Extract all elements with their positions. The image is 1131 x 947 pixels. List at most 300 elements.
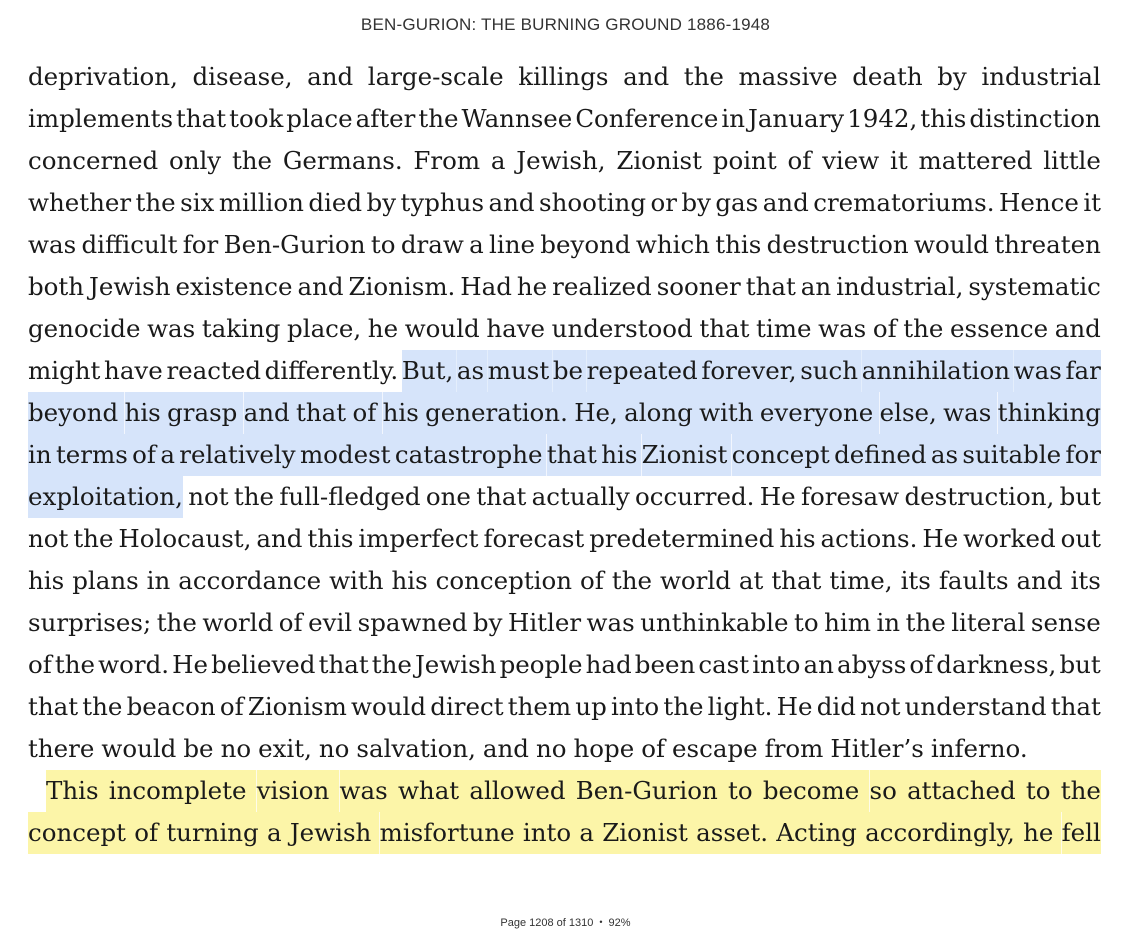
text-line[interactable] <box>28 182 1101 224</box>
word[interactable]: become <box>763 770 859 812</box>
word[interactable]: not <box>28 524 69 553</box>
word[interactable]: accordingly, <box>865 812 1015 854</box>
word[interactable]: of <box>134 812 158 854</box>
word[interactable]: an <box>803 650 834 679</box>
word[interactable]: concerned <box>28 146 159 175</box>
word[interactable]: his <box>125 392 161 434</box>
word[interactable]: was <box>943 392 991 434</box>
word[interactable]: of <box>641 734 666 763</box>
word[interactable]: was <box>586 608 635 637</box>
word[interactable]: Hitler <box>507 608 582 637</box>
word[interactable]: along <box>624 392 693 434</box>
word[interactable]: was <box>1014 350 1062 392</box>
word[interactable]: its <box>900 566 931 595</box>
word[interactable]: had <box>585 650 632 679</box>
word[interactable]: Zionist <box>616 146 702 175</box>
word[interactable]: up <box>575 692 607 721</box>
word[interactable]: industrial, <box>836 272 964 301</box>
word[interactable]: be <box>183 734 214 763</box>
word[interactable]: Zionist <box>642 434 728 476</box>
word[interactable]: place <box>286 104 353 133</box>
word[interactable]: of <box>787 146 812 175</box>
text-line[interactable] <box>28 728 1101 770</box>
word[interactable]: exploitation, <box>28 476 183 518</box>
word[interactable]: differently. <box>264 356 399 385</box>
word[interactable]: He <box>759 482 796 511</box>
word[interactable]: He <box>172 650 209 679</box>
word[interactable]: concept <box>732 434 830 476</box>
word[interactable]: the <box>135 188 176 217</box>
word[interactable]: and <box>256 524 303 553</box>
word[interactable]: shooting <box>539 188 647 217</box>
word[interactable]: six <box>180 188 215 217</box>
word[interactable]: defined <box>834 434 927 476</box>
word[interactable]: would <box>404 314 480 343</box>
word[interactable]: crematoriums. <box>813 188 995 217</box>
word[interactable]: exit, <box>258 734 312 763</box>
word[interactable]: light. <box>707 692 773 721</box>
word[interactable]: salvation, <box>356 734 476 763</box>
word[interactable]: the <box>54 650 96 679</box>
word[interactable]: suitable <box>962 434 1061 476</box>
word[interactable]: darkness, <box>936 650 1057 679</box>
word[interactable]: attached <box>907 770 1016 812</box>
word[interactable]: Ben-Gurion <box>576 770 718 812</box>
word[interactable]: and <box>297 272 344 301</box>
word[interactable]: from <box>764 734 824 763</box>
word[interactable]: took <box>229 104 284 133</box>
text-line[interactable] <box>28 434 1101 476</box>
word[interactable]: Jewish <box>414 650 497 679</box>
word[interactable]: allowed <box>469 770 565 812</box>
word[interactable]: direct <box>430 692 504 721</box>
word[interactable]: into <box>610 692 660 721</box>
word[interactable]: typhus <box>400 188 485 217</box>
word[interactable]: the <box>233 482 275 511</box>
word[interactable]: Had <box>460 272 512 301</box>
word[interactable]: of <box>132 434 156 476</box>
word[interactable]: beyond <box>28 392 118 434</box>
word[interactable]: them <box>507 692 572 721</box>
text-line[interactable] <box>28 98 1101 140</box>
word[interactable]: and <box>1054 314 1101 343</box>
word[interactable]: vision <box>257 770 330 812</box>
word[interactable]: plans <box>72 566 139 595</box>
word[interactable]: there <box>28 734 95 763</box>
word[interactable]: Ben-Gurion <box>223 230 366 259</box>
word[interactable]: would <box>101 734 177 763</box>
word[interactable]: sooner <box>656 272 741 301</box>
word[interactable]: distinction <box>969 104 1101 133</box>
word[interactable]: died <box>308 188 363 217</box>
word[interactable]: Zionism <box>247 692 347 721</box>
word[interactable]: he <box>367 314 399 343</box>
word[interactable]: to <box>1026 770 1051 812</box>
word[interactable]: of <box>219 692 244 721</box>
word[interactable]: not <box>188 482 229 511</box>
word[interactable]: his <box>601 434 637 476</box>
text-line[interactable] <box>28 812 1101 854</box>
word[interactable]: destruction, <box>904 482 1055 511</box>
text-line[interactable] <box>28 266 1101 308</box>
word[interactable]: a <box>267 812 282 854</box>
word[interactable]: imperfect <box>358 524 479 553</box>
word[interactable]: world <box>659 566 731 595</box>
word[interactable]: such <box>800 350 858 392</box>
word[interactable]: in <box>876 608 901 637</box>
word[interactable]: forever, <box>701 350 796 392</box>
word[interactable]: occurred. <box>635 482 755 511</box>
word[interactable]: the <box>73 524 114 553</box>
word[interactable]: this <box>307 524 354 553</box>
word[interactable]: was <box>28 230 77 259</box>
word[interactable]: gas <box>715 188 759 217</box>
word[interactable]: Jewish <box>89 272 171 301</box>
word[interactable]: Hence <box>998 188 1079 217</box>
word[interactable]: and <box>623 62 670 91</box>
word[interactable]: beyond <box>540 230 631 259</box>
separator-dot: • <box>599 917 603 927</box>
word[interactable]: existence <box>175 272 293 301</box>
word[interactable]: by <box>472 608 503 637</box>
word[interactable]: to <box>370 230 396 259</box>
word[interactable]: that <box>476 482 527 511</box>
word[interactable]: hope <box>573 734 635 763</box>
word[interactable]: did <box>816 692 856 721</box>
text-line[interactable] <box>28 602 1101 644</box>
word[interactable]: for <box>1065 434 1101 476</box>
word[interactable]: him <box>824 608 871 637</box>
word[interactable]: annihilation <box>862 350 1010 392</box>
word[interactable]: terms <box>56 434 128 476</box>
word[interactable]: of <box>872 314 897 343</box>
word[interactable]: concept <box>28 812 126 854</box>
word[interactable]: line <box>489 230 535 259</box>
word[interactable]: this <box>920 104 967 133</box>
word[interactable]: understand <box>904 692 1047 721</box>
word[interactable]: no <box>535 734 567 763</box>
word[interactable]: his <box>28 566 65 595</box>
text-line[interactable] <box>28 308 1101 350</box>
word[interactable]: a <box>469 230 484 259</box>
word[interactable]: accordance <box>178 566 322 595</box>
word[interactable]: must <box>488 350 549 392</box>
word[interactable]: in <box>146 566 171 595</box>
word[interactable]: a <box>490 146 506 175</box>
word[interactable]: modest <box>300 434 391 476</box>
word[interactable]: that <box>28 692 79 721</box>
word[interactable]: massive <box>738 62 838 91</box>
text-line[interactable] <box>28 350 1101 392</box>
word[interactable]: forecast <box>483 524 585 553</box>
word[interactable]: into <box>752 650 801 679</box>
word[interactable]: in <box>28 434 52 476</box>
word[interactable]: disease, <box>192 62 293 91</box>
word[interactable]: and <box>762 188 809 217</box>
word[interactable]: that <box>176 104 227 133</box>
word[interactable]: This <box>46 770 99 812</box>
word[interactable]: view <box>822 146 880 175</box>
word[interactable]: essence <box>950 314 1049 343</box>
word[interactable]: Hitler’s <box>830 734 924 763</box>
word[interactable]: what <box>398 770 459 812</box>
word[interactable]: no <box>220 734 252 763</box>
word[interactable]: literal <box>951 608 1026 637</box>
word[interactable]: genocide <box>28 314 141 343</box>
word[interactable]: cast <box>698 650 750 679</box>
page-footer <box>0 917 1131 929</box>
word[interactable]: would <box>351 692 427 721</box>
word[interactable]: far <box>1065 350 1100 392</box>
word[interactable]: repeated <box>587 350 698 392</box>
book-title-header: BEN-GURION: THE BURNING GROUND 1886-1948 <box>360 15 771 34</box>
word[interactable]: difficult <box>81 230 178 259</box>
word[interactable]: inferno. <box>930 734 1028 763</box>
word[interactable]: everyone <box>760 392 873 434</box>
word[interactable]: his <box>391 566 428 595</box>
word[interactable]: time <box>756 314 812 343</box>
word[interactable]: a <box>579 812 594 854</box>
word[interactable]: world <box>202 608 274 637</box>
word[interactable]: But, <box>402 350 453 392</box>
word[interactable]: the <box>1061 770 1101 812</box>
word[interactable]: no <box>318 734 350 763</box>
word[interactable]: Holocaust, <box>118 524 252 553</box>
word[interactable]: as <box>457 350 484 392</box>
word[interactable]: by <box>366 188 397 217</box>
text-line[interactable] <box>28 140 1101 182</box>
word[interactable]: as <box>931 434 958 476</box>
word[interactable]: by <box>681 188 711 217</box>
word[interactable]: been <box>634 650 696 679</box>
word[interactable]: the <box>611 566 652 595</box>
word[interactable]: into <box>523 812 571 854</box>
word[interactable]: destruction <box>766 230 909 259</box>
word[interactable]: industrial <box>981 62 1101 91</box>
word[interactable]: he <box>516 272 548 301</box>
word[interactable]: of <box>909 650 934 679</box>
word[interactable]: catastrophe <box>395 434 543 476</box>
word[interactable]: so <box>870 770 897 812</box>
word[interactable]: realized <box>552 272 652 301</box>
word[interactable]: faults <box>938 566 1009 595</box>
word[interactable]: sense <box>1030 608 1101 637</box>
word[interactable]: of <box>28 650 52 679</box>
word[interactable]: was <box>147 314 196 343</box>
word[interactable]: word. <box>98 650 170 679</box>
word[interactable]: 1942, <box>847 104 918 133</box>
word[interactable]: death <box>852 62 923 91</box>
text-line[interactable] <box>28 56 1101 98</box>
word[interactable]: predetermined <box>589 524 775 553</box>
word[interactable]: and <box>244 392 290 434</box>
word[interactable]: after <box>355 104 416 133</box>
word[interactable]: the <box>82 692 123 721</box>
progress-percent: 92% <box>608 917 631 929</box>
word[interactable]: to <box>728 770 753 812</box>
word[interactable]: implements <box>28 104 174 133</box>
word[interactable]: systematic <box>968 272 1101 301</box>
word[interactable]: at <box>738 566 764 595</box>
word[interactable]: little <box>1043 146 1101 175</box>
word[interactable]: of <box>278 608 303 637</box>
word[interactable]: time, <box>829 566 893 595</box>
word[interactable]: a <box>160 434 175 476</box>
word[interactable]: the <box>905 608 946 637</box>
word[interactable]: fell <box>1062 812 1101 854</box>
word[interactable]: He <box>776 692 813 721</box>
word[interactable]: reacted <box>166 356 262 385</box>
word[interactable]: turning <box>166 812 258 854</box>
word[interactable]: that <box>296 392 346 434</box>
word[interactable]: misfortune <box>380 812 515 854</box>
word[interactable]: to <box>793 608 819 637</box>
word[interactable]: unthinkable <box>640 608 789 637</box>
word[interactable]: threaten <box>994 230 1101 259</box>
word[interactable]: believed <box>211 650 316 679</box>
word[interactable]: he <box>1023 812 1053 854</box>
word[interactable]: full-fledged <box>279 482 421 511</box>
word[interactable]: Zionist <box>602 812 688 854</box>
word[interactable]: the <box>231 146 273 175</box>
word[interactable]: thinking <box>998 392 1101 434</box>
word[interactable]: his <box>779 524 816 553</box>
word[interactable]: incomplete <box>109 770 247 812</box>
word[interactable]: both <box>28 272 85 301</box>
word[interactable]: killings <box>518 62 609 91</box>
word[interactable]: its <box>1070 566 1101 595</box>
word[interactable]: foresaw <box>800 482 900 511</box>
word[interactable]: by <box>937 62 967 91</box>
word[interactable]: Jewish, <box>516 146 606 175</box>
word[interactable]: for <box>182 230 219 259</box>
word[interactable]: Conference <box>575 104 719 133</box>
word[interactable]: and <box>1016 566 1063 595</box>
word[interactable]: but <box>1059 650 1101 679</box>
word[interactable]: which <box>635 230 710 259</box>
page-indicator: Page 1208 of 1310 <box>500 917 594 929</box>
word[interactable]: it <box>1083 188 1101 217</box>
word[interactable]: surprises; <box>28 608 152 637</box>
word[interactable]: relatively <box>179 434 295 476</box>
word[interactable]: actions. <box>820 524 918 553</box>
reading-pane[interactable] <box>28 56 1101 854</box>
word[interactable]: large-scale <box>367 62 504 91</box>
word[interactable]: conception <box>435 566 573 595</box>
word[interactable]: and <box>482 734 529 763</box>
word[interactable]: was <box>340 770 388 812</box>
word[interactable]: and <box>307 62 354 91</box>
word[interactable]: Germans. <box>282 146 403 175</box>
word[interactable]: the <box>683 62 724 91</box>
text-line[interactable] <box>28 476 1101 518</box>
word[interactable]: or <box>650 188 677 217</box>
text-line[interactable] <box>28 560 1101 602</box>
word[interactable]: that <box>547 434 597 476</box>
word[interactable]: point <box>712 146 777 175</box>
word[interactable]: the <box>663 692 704 721</box>
word[interactable]: Jewish <box>290 812 371 854</box>
word[interactable]: Zionism. <box>348 272 456 301</box>
word[interactable]: his <box>383 392 419 434</box>
word[interactable]: deprivation, <box>28 62 178 91</box>
word[interactable]: Wannsee <box>461 104 573 133</box>
text-line[interactable] <box>28 518 1101 560</box>
word[interactable]: whether <box>28 188 132 217</box>
word[interactable]: Acting <box>776 812 857 854</box>
word[interactable]: not <box>860 692 901 721</box>
text-line[interactable] <box>28 644 1101 686</box>
word[interactable]: January <box>748 104 845 133</box>
word[interactable]: out <box>1060 524 1101 553</box>
word[interactable]: have <box>486 314 546 343</box>
word[interactable]: the <box>418 104 459 133</box>
word[interactable]: this <box>715 230 762 259</box>
word[interactable]: From <box>413 146 481 175</box>
word[interactable]: would <box>913 230 989 259</box>
word[interactable]: with <box>699 392 753 434</box>
word[interactable]: the <box>371 650 412 679</box>
word[interactable]: mattered <box>918 146 1033 175</box>
word[interactable]: actually <box>531 482 630 511</box>
word[interactable]: be <box>553 350 583 392</box>
word[interactable]: beacon <box>126 692 216 721</box>
word[interactable]: and <box>488 188 535 217</box>
text-line[interactable] <box>28 392 1101 434</box>
word[interactable]: with <box>329 566 384 595</box>
word[interactable]: million <box>218 188 304 217</box>
word[interactable]: else, <box>880 392 937 434</box>
word[interactable]: have <box>104 356 163 385</box>
word[interactable]: asset. <box>696 812 768 854</box>
word[interactable]: in <box>721 104 745 133</box>
text-line[interactable] <box>28 224 1101 266</box>
word[interactable]: people <box>499 650 583 679</box>
word[interactable]: the <box>903 314 944 343</box>
word[interactable]: an <box>800 272 832 301</box>
word[interactable]: that <box>1050 692 1101 721</box>
word[interactable]: was <box>818 314 867 343</box>
word[interactable]: abyss <box>836 650 907 679</box>
word[interactable]: might <box>28 356 101 385</box>
word[interactable]: spawned <box>357 608 468 637</box>
word[interactable]: understood <box>551 314 693 343</box>
word[interactable]: escape <box>672 734 758 763</box>
word[interactable]: draw <box>400 230 464 259</box>
text-line[interactable] <box>28 686 1101 728</box>
word[interactable]: only <box>168 146 222 175</box>
word[interactable]: that <box>699 314 750 343</box>
word[interactable]: taking <box>201 314 281 343</box>
word[interactable]: of <box>352 392 376 434</box>
word[interactable]: He, <box>574 392 618 434</box>
word[interactable]: He <box>922 524 959 553</box>
text-line[interactable] <box>28 770 1101 812</box>
word[interactable]: place, <box>287 314 362 343</box>
word[interactable]: that <box>771 566 822 595</box>
word[interactable]: one <box>425 482 471 511</box>
word[interactable]: generation. <box>425 392 568 434</box>
word[interactable]: worked <box>963 524 1056 553</box>
word[interactable]: it <box>890 146 908 175</box>
word[interactable]: that <box>318 650 369 679</box>
word[interactable]: that <box>745 272 796 301</box>
word[interactable]: but <box>1059 482 1101 511</box>
word[interactable]: the <box>156 608 197 637</box>
word[interactable]: of <box>580 566 604 595</box>
word[interactable]: grasp <box>167 392 237 434</box>
word[interactable]: evil <box>308 608 353 637</box>
